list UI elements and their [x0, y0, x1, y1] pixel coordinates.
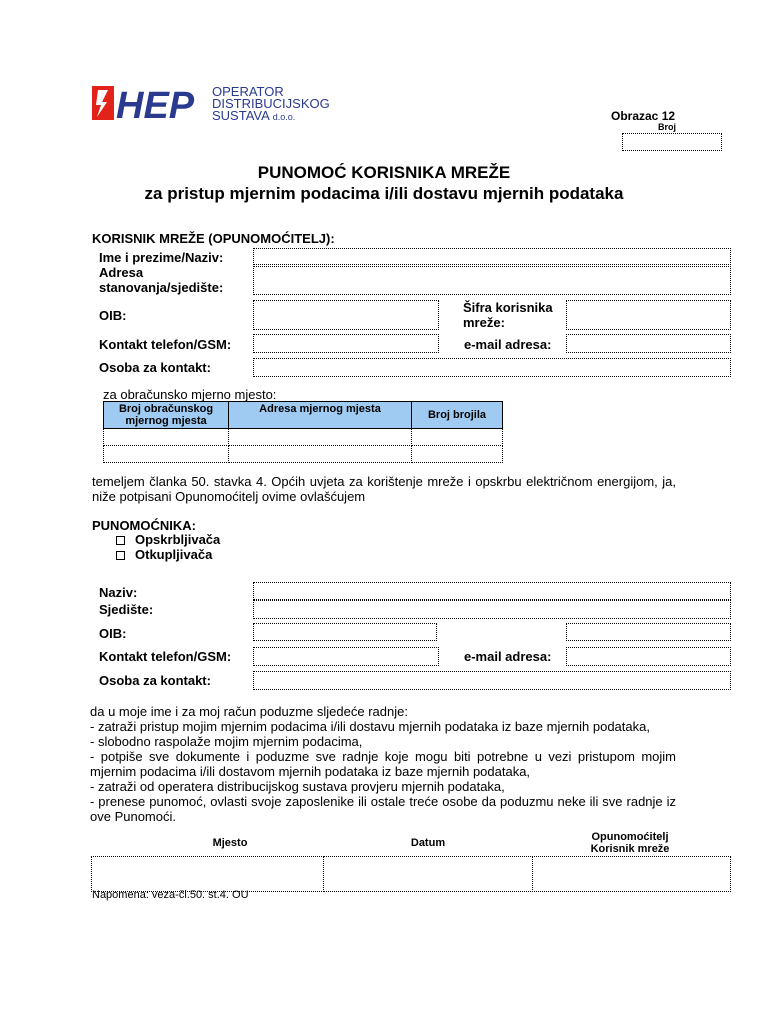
user-name-field[interactable]: [253, 248, 731, 265]
duty-item-5: - prenese punomoć, ovlasti svoje zaposlenike ili ostale treće osobe da poduzmu neke ili sve radnje iz ove Punomoći.: [90, 794, 676, 824]
agent-seat-field[interactable]: [253, 600, 731, 619]
metering-header-3: Broj brojila: [412, 402, 503, 429]
sig-signer-label: [570, 831, 690, 855]
sig-signer-line-2: Korisnik mreže: [590, 843, 670, 855]
metering-cell[interactable]: [412, 446, 503, 463]
metering-header-1: Broj obračunskog mjernog mjesta: [104, 402, 229, 429]
table-row: [104, 446, 503, 463]
user-code-field[interactable]: [566, 300, 731, 330]
hep-logo-mark: [92, 86, 212, 122]
table-row: [104, 429, 503, 446]
svg-text:HEP: HEP: [116, 86, 195, 122]
agent-email-field[interactable]: [566, 647, 731, 666]
duty-item-3: - potpiše sve dokumente i poduzme sve radnje koje mogu biti potrebne u vezi pristupom mojim mjernim podacima i/ili dostavom mjernih podataka iz baze mjernih podataka,: [90, 749, 676, 779]
broj-label: Broj: [658, 122, 676, 132]
user-oib-label: OIB:: [99, 308, 127, 323]
page-title: PUNOMOĆ KORISNIKA MREŽE: [257, 163, 511, 182]
option-supplier[interactable]: [116, 532, 220, 547]
agent-contact-field[interactable]: [253, 671, 731, 690]
logo-line-3: SUSTAVA: [212, 108, 270, 123]
checkbox-supplier[interactable]: [116, 536, 125, 545]
user-address-label-1: Adresa: [99, 265, 144, 280]
duty-item-1: - zatraži pristup mojim mjernim podacima i/ili dostavu mjernih podataka iz baze mjernih podataka,: [90, 719, 650, 734]
form-number: Obrazac 12: [611, 109, 676, 123]
metering-cell[interactable]: [229, 446, 412, 463]
section-agent-heading: PUNOMOĆNIKA:: [92, 518, 196, 533]
duties-block: [90, 704, 676, 824]
agent-email-label: e-mail adresa:: [464, 649, 552, 664]
user-email-label: e-mail adresa:: [464, 337, 552, 352]
checkbox-buyer[interactable]: [116, 551, 125, 560]
page-subtitle: za pristup mjernim podacima i/ili dostavu mjernih podataka: [144, 184, 624, 203]
agent-contact-label: Osoba za kontakt:: [99, 673, 211, 688]
metering-header-2: Adresa mjernog mjesta: [229, 402, 412, 429]
user-code-label: [463, 300, 553, 330]
metering-cell[interactable]: [229, 429, 412, 446]
user-contact-label: Osoba za kontakt:: [99, 360, 211, 375]
hep-logo: [92, 86, 212, 125]
metering-cell[interactable]: [104, 446, 229, 463]
agent-name-label: Naziv:: [99, 585, 138, 600]
option-buyer-label: Otkupljivača: [135, 547, 213, 562]
user-address-label: [99, 265, 223, 295]
sig-signer-field[interactable]: [532, 856, 731, 892]
agent-name-field[interactable]: [253, 582, 731, 600]
user-email-field[interactable]: [566, 334, 731, 353]
user-code-label-2: mreže:: [463, 315, 505, 330]
footnote: Napomena: veza-čl.50. st.4. OU: [92, 889, 249, 901]
logo-line-2: DISTRIBUCIJSKOG: [212, 96, 330, 111]
metering-intro: za obračunsko mjerno mjesto:: [103, 387, 277, 402]
user-oib-field[interactable]: [253, 300, 439, 330]
user-address-field[interactable]: [253, 266, 731, 295]
user-phone-label: Kontakt telefon/GSM:: [99, 337, 232, 352]
logo-suffix: d.o.o.: [272, 112, 296, 122]
logo-text: [212, 86, 330, 123]
agent-phone-label: Kontakt telefon/GSM:: [99, 649, 232, 664]
user-contact-field[interactable]: [253, 358, 731, 377]
broj-field[interactable]: [622, 133, 722, 151]
user-code-label-1: Šifra korisnika: [463, 300, 553, 315]
metering-cell[interactable]: [412, 429, 503, 446]
logo-line-1: OPERATOR: [212, 84, 284, 99]
user-phone-field[interactable]: [253, 334, 439, 353]
sig-place-field[interactable]: [91, 856, 324, 892]
option-buyer[interactable]: [116, 547, 212, 562]
option-supplier-label: Opskrbljivača: [135, 532, 221, 547]
user-address-label-2: stanovanja/sjedište:: [99, 280, 224, 295]
metering-cell[interactable]: [104, 429, 229, 446]
agent-phone-field[interactable]: [253, 647, 439, 666]
agent-code-field[interactable]: [566, 623, 731, 641]
user-name-label: Ime i prezime/Naziv:: [99, 250, 224, 265]
sig-signer-line-1: Opunomoćitelj: [591, 831, 669, 843]
agent-oib-label: OIB:: [99, 626, 127, 641]
agent-oib-field[interactable]: [253, 623, 437, 641]
agent-seat-label: Sjedište:: [99, 602, 154, 617]
metering-table: [103, 401, 503, 463]
duty-item-4: - zatraži od operatera distribucijskog sustava provjeru mjernih podataka,: [90, 779, 505, 794]
section-user-heading: KORISNIK MREŽE (OPUNOMOĆITELJ):: [92, 231, 335, 246]
duties-intro: da u moje ime i za moj račun poduzme sljedeće radnje:: [90, 704, 408, 719]
sig-date-field[interactable]: [323, 856, 533, 892]
basis-text: temeljem članka 50. stavka 4. Općih uvjeta za korištenje mreže i opskrbu električnom energijom, ja, niže potpisani Opunomoćitelj ovime ovlašćujem: [92, 474, 676, 504]
sig-date-label: Datum: [410, 837, 446, 849]
duty-item-2: - slobodno raspolaže mojim mjernim podacima,: [90, 734, 363, 749]
sig-place-label: Mjesto: [212, 837, 248, 849]
